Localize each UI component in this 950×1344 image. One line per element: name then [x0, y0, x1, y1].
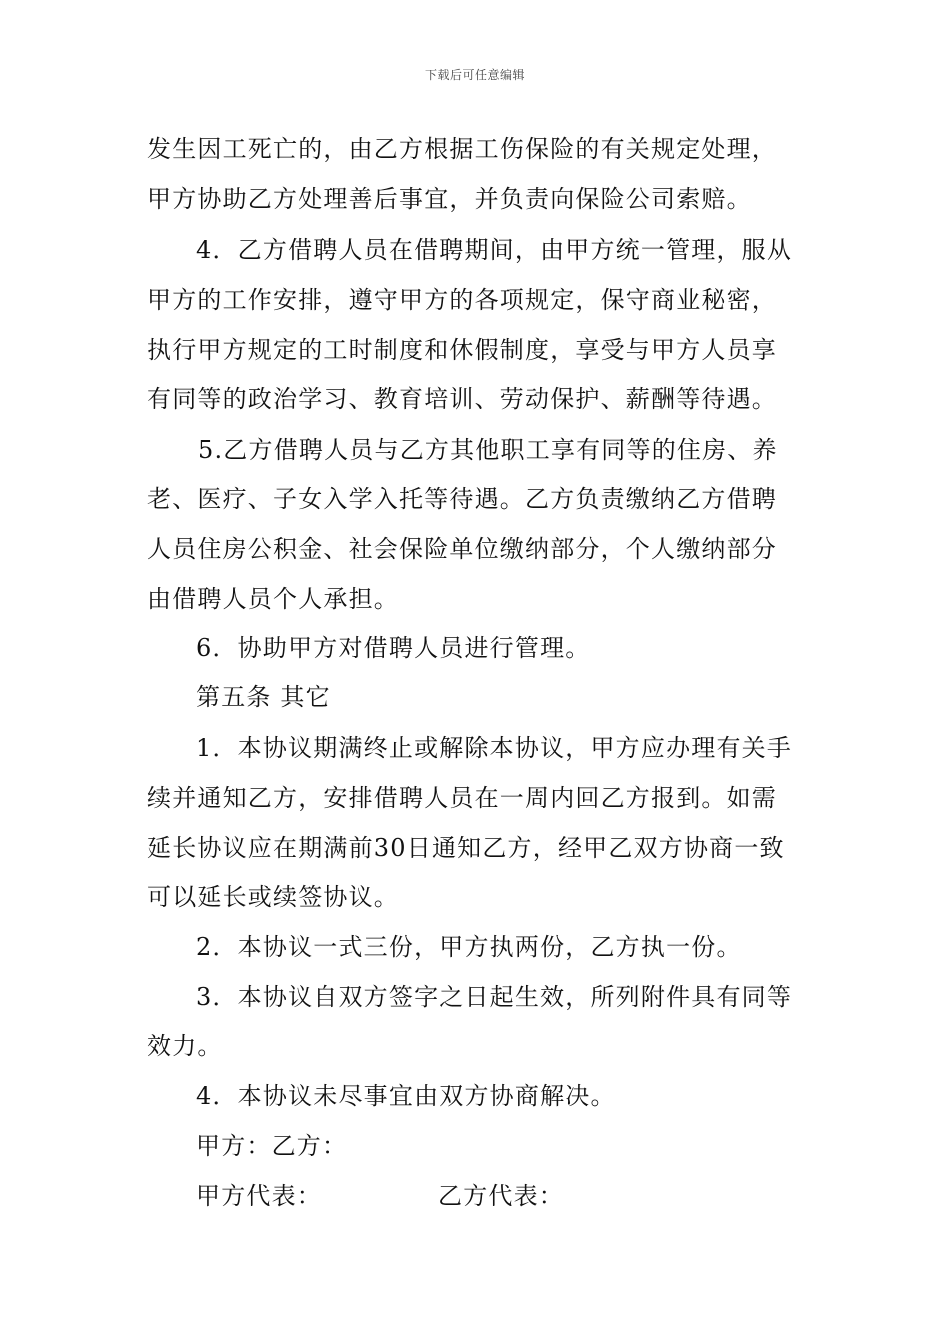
party-line: 甲方：乙方：: [196, 1132, 348, 1160]
body-line: 有同等的政治学习、教育培训、劳动保护、薪酬等待遇。: [147, 385, 777, 413]
body-line: 5.乙方借聘人员与乙方其他职工享有同等的住房、养: [198, 436, 778, 464]
party-a-representative: 甲方代表：: [196, 1182, 322, 1210]
body-line: 执行甲方规定的工时制度和休假制度，享受与甲方人员享: [147, 336, 777, 364]
body-line: 甲方的工作安排，遵守甲方的各项规定，保守商业秘密，: [147, 286, 777, 314]
party-b-representative: 乙方代表：: [438, 1182, 564, 1210]
body-line: 4．乙方借聘人员在借聘期间，由甲方统一管理，服从: [196, 236, 793, 264]
body-line: 可以延长或续签协议。: [147, 883, 399, 911]
body-line: 2．本协议一式三份，甲方执两份，乙方执一份。: [196, 933, 742, 961]
body-line: 延长协议应在期满前30日通知乙方，经甲乙双方协商一致: [147, 834, 785, 862]
body-line: 1．本协议期满终止或解除本协议，甲方应办理有关手: [196, 734, 793, 762]
body-line: 由借聘人员个人承担。: [147, 585, 399, 613]
body-line: 发生因工死亡的，由乙方根据工伤保险的有关规定处理，: [147, 135, 777, 163]
body-line: 甲方协助乙方处理善后事宜，并负责向保险公司索赔。: [147, 185, 752, 213]
body-line: 老、医疗、子女入学入托等待遇。乙方负责缴纳乙方借聘: [147, 485, 777, 513]
body-line: 效力。: [147, 1032, 223, 1060]
page-header: 下载后可任意编辑: [424, 68, 525, 82]
body-line: 6．协助甲方对借聘人员进行管理。: [196, 634, 591, 662]
body-line: 3．本协议自双方签字之日起生效，所列附件具有同等: [196, 983, 793, 1011]
body-line: 4．本协议未尽事宜由双方协商解决。: [196, 1082, 616, 1110]
section-heading: 第五条 其它: [196, 683, 331, 711]
body-line: 人员住房公积金、社会保险单位缴纳部分，个人缴纳部分: [147, 535, 777, 563]
body-line: 续并通知乙方，安排借聘人员在一周内回乙方报到。如需: [147, 784, 777, 812]
